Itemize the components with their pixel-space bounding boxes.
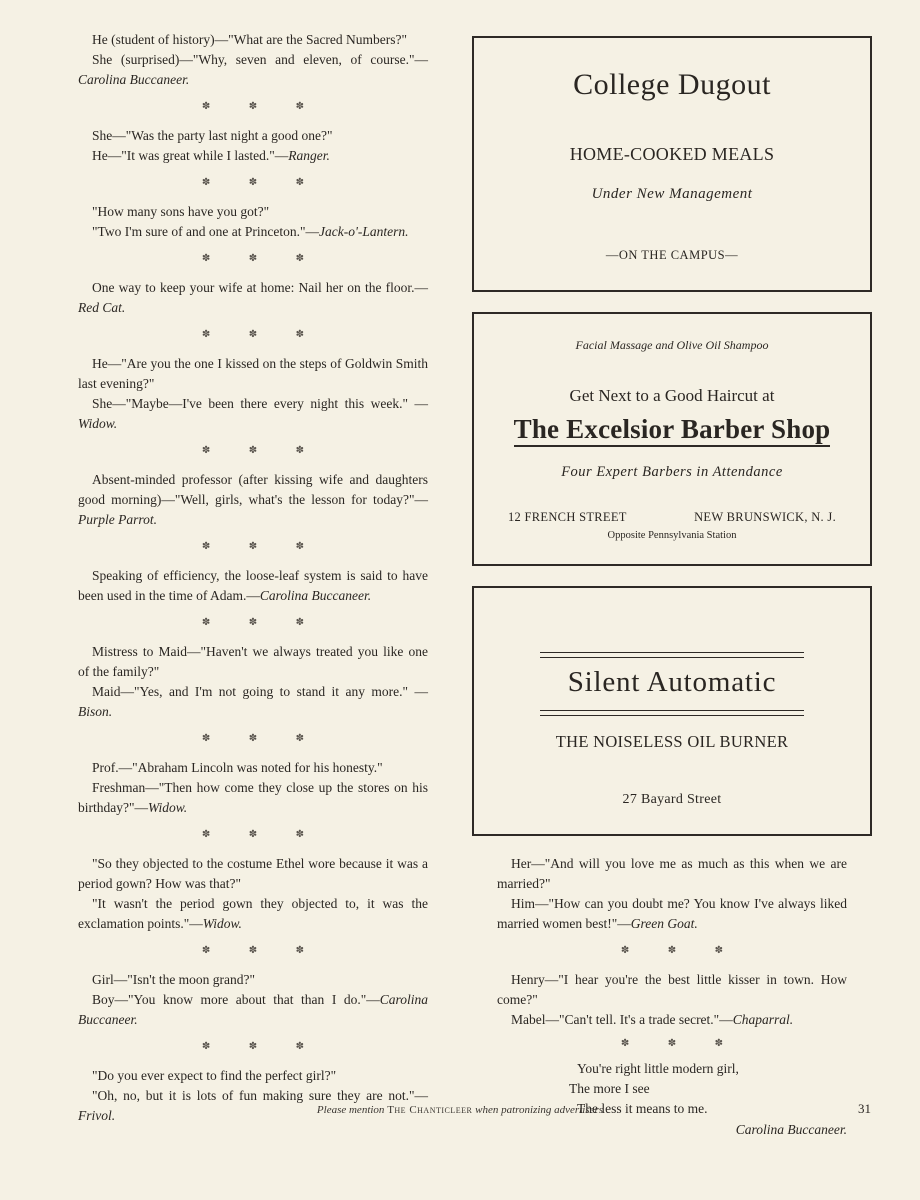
joke-line: Freshman—"Then how come they close up the stores on his birthday?"—: [78, 780, 428, 815]
ornament-divider: ✽ ✽ ✽: [201, 945, 323, 956]
joke-source: Chaparral.: [732, 1012, 794, 1027]
joke-item: [497, 970, 847, 1030]
ad-city: NEW BRUNSWICK, N. J.: [694, 510, 836, 524]
joke-line: She—"Maybe—I've been there every night this week." —: [92, 396, 428, 411]
joke-line: Mistress to Maid—"Haven't we always treated you like one of the family?": [78, 644, 428, 679]
joke-line: "Do you ever expect to find the perfect girl?": [92, 1068, 337, 1083]
joke-line: "Oh, no, but it is lots of fun making sure they are not."—: [92, 1088, 428, 1103]
joke-source: Carolina Buccaneer.: [78, 72, 190, 87]
page-footer: [0, 1104, 920, 1116]
poem-source: Carolina Buccaneer.: [735, 1122, 847, 1137]
joke-item: [78, 30, 428, 90]
right-joke-column: [497, 854, 847, 1140]
rule-line: [540, 710, 804, 711]
joke-line: Speaking of efficiency, the loose-leaf system is said to have been used in the time of Adam.—: [78, 568, 428, 603]
joke-source: Purple Parrot.: [78, 512, 157, 527]
page-number: 31: [858, 1101, 871, 1116]
ad-top-line: Facial Massage and Olive Oil Shampoo: [575, 338, 769, 352]
joke-source: Widow.: [78, 416, 118, 431]
joke-item: [78, 1066, 428, 1126]
joke-line: Her—"And will you love me as much as this when we are married?": [497, 856, 847, 891]
joke-item: [78, 854, 428, 934]
joke-line: One way to keep your wife at home: Nail her on the floor.—: [92, 280, 428, 295]
ad-business-name: [474, 414, 870, 445]
silent-automatic-ad: [472, 586, 872, 836]
rule-line: [540, 657, 804, 658]
joke-line: Prof.—"Abraham Lincoln was noted for his honesty.": [92, 760, 383, 775]
joke-line: Mabel—"Can't tell. It's a trade secret."—: [511, 1012, 733, 1027]
joke-source: Carolina Buccaneer.: [78, 992, 428, 1027]
ornament-divider: ✽ ✽ ✽: [201, 101, 323, 112]
joke-source: Ranger.: [288, 148, 330, 163]
ornament-divider: ✽ ✽ ✽: [201, 1041, 323, 1052]
ornament-divider: ✽ ✽ ✽: [201, 177, 323, 188]
barber-shop-ad: [472, 312, 872, 566]
left-joke-column: [78, 30, 428, 1126]
joke-source: Widow.: [202, 916, 242, 931]
joke-item: [78, 566, 428, 606]
ornament-divider: ✽ ✽ ✽: [201, 829, 323, 840]
joke-item: [78, 470, 428, 530]
ad-address: 27 Bayard Street: [622, 792, 722, 807]
joke-item: [78, 278, 428, 318]
joke-line: He—"Are you the one I kissed on the steps of Goldwin Smith last evening?": [78, 356, 428, 391]
ornament-divider: ✽ ✽ ✽: [201, 733, 323, 744]
poem-line: You're right little modern girl,: [577, 1061, 739, 1076]
footer-text: when patronizing advertisers: [475, 1104, 604, 1116]
poem-line: The less it means to me.: [577, 1101, 708, 1116]
ad-street-address: 12 FRENCH STREET: [508, 510, 627, 524]
ad-experts: Four Expert Barbers in Attendance: [561, 464, 783, 480]
ornament-divider: ✽ ✽ ✽: [201, 253, 323, 264]
joke-line: "How many sons have you got?": [92, 204, 270, 219]
ad-subtitle: HOME-COOKED MEALS: [569, 144, 775, 164]
joke-item: [78, 758, 428, 818]
joke-line: Him—"How can you doubt me? You know I've always liked married women best!"—: [497, 896, 847, 931]
joke-line: "So they objected to the costume Ethel wore because it was a period gown? How was that?": [78, 856, 428, 891]
ad-location: —ON THE CAMPUS—: [605, 248, 739, 262]
joke-line: Henry—"I hear you're the best little kisser in town. How come?": [497, 972, 847, 1007]
ad-business-name-text: The Excelsior Barber Shop: [514, 414, 831, 447]
joke-item: [497, 854, 847, 934]
footer-publication: The Chanticleer: [387, 1104, 473, 1116]
joke-source: Widow.: [148, 800, 188, 815]
ornament-divider: ✽ ✽ ✽: [620, 1038, 742, 1049]
rule-line: [540, 715, 804, 716]
joke-item: [78, 354, 428, 434]
joke-line: Girl—"Isn't the moon grand?": [92, 972, 256, 987]
footer-text: Please mention: [316, 1104, 385, 1116]
poem-line: The more I see: [569, 1081, 650, 1096]
ornament-divider: ✽ ✽ ✽: [201, 617, 323, 628]
joke-source: Green Goat.: [630, 916, 698, 931]
ornament-divider: ✽ ✽ ✽: [620, 945, 742, 956]
joke-line: He—"It was great while I lasted."—: [92, 148, 289, 163]
ornament-divider: ✽ ✽ ✽: [201, 541, 323, 552]
joke-line: She—"Was the party last night a good one?": [92, 128, 333, 143]
joke-item: [78, 970, 428, 1030]
joke-line: She (surprised)—"Why, seven and eleven, of course."—: [92, 52, 428, 67]
ornament-divider: ✽ ✽ ✽: [201, 445, 323, 456]
joke-line: "Two I'm sure of and one at Princeton."—: [92, 224, 319, 239]
joke-line: He (student of history)—"What are the Sacred Numbers?": [92, 32, 408, 47]
rule-line: [540, 652, 804, 653]
ad-subtitle: THE NOISELESS OIL BURNER: [555, 732, 789, 751]
joke-item: [78, 126, 428, 166]
joke-source: Carolina Buccaneer.: [259, 588, 372, 603]
joke-line: Maid—"Yes, and I'm not going to stand it any more." —: [92, 684, 428, 699]
joke-line: Absent-minded professor (after kissing wife and daughters good morning)—"Well, girls, what's the lesson for today?"—: [78, 472, 428, 507]
ornament-divider: ✽ ✽ ✽: [201, 329, 323, 340]
joke-source: Bison.: [78, 704, 113, 719]
joke-line: "It wasn't the period gown they objected to, it was the exclamation points."—: [78, 896, 428, 931]
ad-title: College Dugout: [573, 68, 771, 101]
joke-source: Frivol.: [78, 1108, 116, 1123]
ad-landmark: Opposite Pennsylvania Station: [607, 530, 737, 541]
joke-line: Boy—"You know more about that than I do."—: [92, 992, 380, 1007]
joke-source: Red Cat.: [78, 300, 126, 315]
ad-headline: Get Next to a Good Haircut at: [569, 386, 775, 405]
ad-tagline: Under New Management: [591, 186, 753, 202]
ad-title: Silent Automatic: [567, 666, 777, 698]
joke-source: Jack-o'-Lantern.: [318, 224, 409, 239]
joke-item: [78, 202, 428, 242]
joke-item: [78, 642, 428, 722]
college-dugout-ad: [472, 36, 872, 292]
